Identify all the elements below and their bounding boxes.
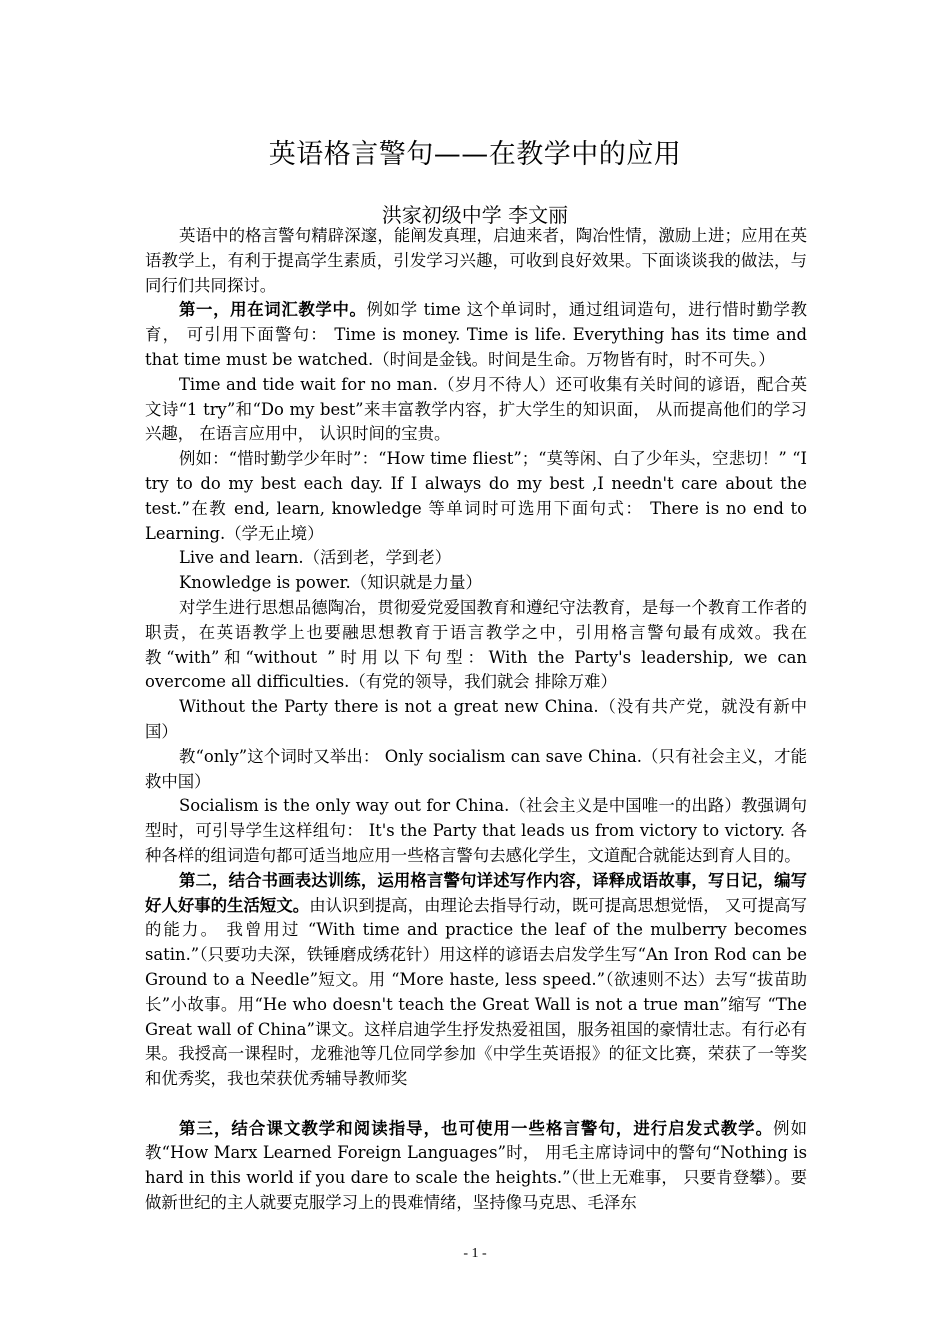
paragraph-text: 例如教“How Marx Learned Foreign Languages”时， 用毛主席诗词中的警句“Nothing is hard in this world if you dare to scale the heights.”（世上无难事， 只要肯登攀）。要做新世纪的主人就要克服学习上的畏难情绪，坚持像马克思、毛泽东 xyxy=(145,1118,808,1213)
paragraph-intro xyxy=(145,224,807,298)
paragraph-text: 例如学 time 这个单词时，通过组词造句，进行惜时勤学教育， 可引用下面警句： Time is money. Time is life. Everything has its time and that time must be watched.（时间是金钱。时间是生命。万物皆有时，时不可失。） xyxy=(145,300,807,369)
paragraph-text: 教“only”这个词时又举出： Only socialism can save China.（只有社会主义，才能救中国） xyxy=(145,746,807,791)
paragraph-section-three xyxy=(145,1117,807,1216)
document-body xyxy=(145,224,807,1216)
page-number: - 1 - xyxy=(463,1246,487,1261)
paragraph-text: 例如：“惜时勤学少年时”：“How time fliest”；“莫等闲、白了少年头，空悲切！” “I try to do my best each day. If I always do my best ,I needn't care about the test.”在教 end, learn, knowledge 等单词时可选用下面句式： There is no end to Learning.（学无止境） xyxy=(145,449,807,543)
paragraph xyxy=(145,695,807,745)
paragraph-text: 英语中的格言警句精辟深邃，能阐发真理，启迪来者，陶冶性情，激励上进；应用在英语教学上，有利于提高学生素质，引发学习兴趣，可收到良好效果。下面谈谈我的做法，与同行们共同探讨。 xyxy=(145,226,807,295)
paragraph xyxy=(145,546,807,571)
author-line: 洪家初级中学 李文丽 xyxy=(381,203,569,227)
document-title: 英语格言警句——在教学中的应用 xyxy=(268,139,682,170)
paragraph xyxy=(145,596,807,695)
section-heading-one: 第一，用在词汇教学中。 xyxy=(179,300,367,320)
paragraph-text: 对学生进行思想品德陶冶，贯彻爱党爱国教育和遵纪守法教育，是每一个教育工作者的职责，在英语教学上也要融思想教育于语言教学之中，引用格言警句最有成效。我在教“with”和“without ”时用以下句型：With the Party's leadership, we can overcome all difficulties.（有党的领导，我们就会 排除万难） xyxy=(145,597,807,692)
paragraph xyxy=(145,373,807,447)
section-heading-three: 第三，结合课文教学和阅读指导，也可使用一些格言警句，进行启发式教学。 xyxy=(179,1118,774,1138)
paragraph-text: 由认识到提高，由理论去指导行动，既可提高思想觉悟， 又可提高写的能力。 我曾用过 “With time and practice the leaf of the mulberry becomes satin.”（只要功夫深，铁锤磨成绣花针）用这样的谚语去启发学生写“An Iron Rod can be Ground to a Needle”短文。用 “More haste, less speed.”（欲速则不达）去写“拔苗助长”小故事。用“He who doesn't teach the Great Wall is not a true man”缩写 “The Great wall of China”课文。这样启迪学生抒发热爱祖国，服务祖国的豪情壮志。有行必有果。我授高一课程时，龙雅池等几位同学参加《中学生英语报》的征文比赛，荣获了一等奖和优秀奖，我也荣获优秀辅导教师奖 xyxy=(145,895,807,1089)
paragraph-text: Live and learn.（活到老，学到老） xyxy=(179,548,452,568)
paragraph xyxy=(145,447,807,546)
section-heading-two: 第二，结合书画表达训练，运用格言警句详述写作内容，译释成语故事，写日记，编写好人好事的生活短文。 xyxy=(145,870,807,915)
paragraph-text: Without the Party there is not a great new China.（没有共产党，就没有新中国） xyxy=(145,697,807,741)
paragraph-text: Knowledge is power.（知识就是力量） xyxy=(179,573,482,593)
paragraph xyxy=(145,745,807,795)
paragraph-section-one xyxy=(145,298,807,372)
paragraph xyxy=(145,571,807,596)
paragraph-text: Time and tide wait for no man.（岁月不待人）还可收集有关时间的谚语，配合英文诗“1 try”和“Do my best”来丰富教学内容，扩大学生的知识面， 从而提高他们的学习兴趣， 在语言应用中， 认识时间的宝贵。 xyxy=(145,374,807,444)
paragraph-section-two xyxy=(145,869,807,1092)
paragraph xyxy=(145,794,807,868)
paragraph-text: Socialism is the only way out for China.（社会主义是中国唯一的出路）教强调句型时，可引导学生这样组句： It's the Party that leads us from victory to victory. 各种各样的组词造句都可适当地应用一些格言警句去感化学生，文道配合就能达到育人目的。 xyxy=(145,796,807,865)
